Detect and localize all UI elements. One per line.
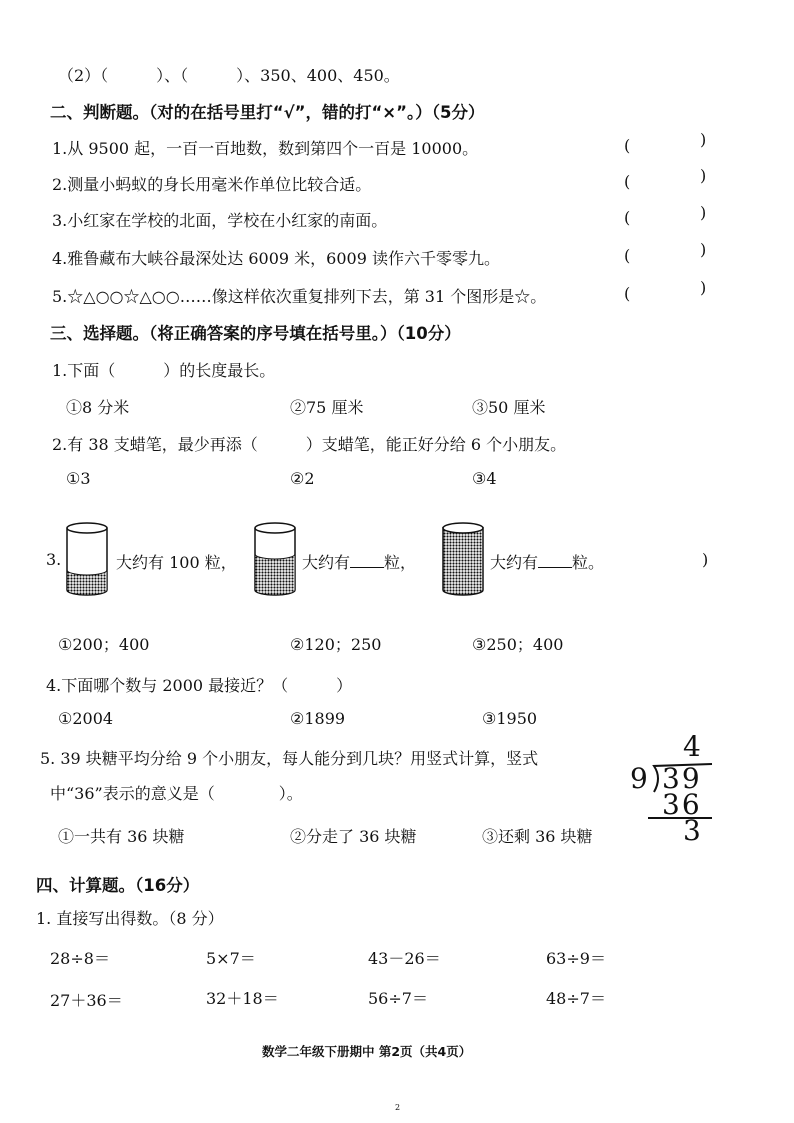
choice-q4-option-2[interactable]: ②1899 [290,709,346,728]
choice-q3-option-1[interactable]: ①200；400 [58,635,150,654]
choice-q4-text: 4.下面哪个数与 2000 最接近？（ ） [46,676,353,695]
section-3-heading: 三、选择题。（将正确答案的序号填在括号里。）（10分） [50,324,461,343]
judge-item-1: 1.从 9500 起，一百一百地数，数到第四个一百是 10000。 [52,139,479,158]
choice-q5-line-1: 5. 39 块糖平均分给 9 个小朋友，每人能分到几块？用竖式计算，竖式 [40,749,539,768]
division-quotient: 4 [683,730,701,763]
division-dividend: 39 [662,762,702,795]
section-4-heading: 四、计算题。（16分） [36,876,200,895]
answer-bracket-close: ) [700,278,707,297]
choice-q3-jar1-text: 大约有 100 粒， [116,553,237,572]
choice-q2-option-2[interactable]: ②2 [290,469,315,488]
choice-q2-text: 2.有 38 支蜡笔，最少再添（ ）支蜡笔，能正好分给 6 个小朋友。 [52,435,567,454]
jar3-text-b: 粒。 [572,553,605,572]
answer-bracket-close: ) [700,203,707,222]
answer-bracket-close: ) [700,240,707,259]
page-number: 2 [395,1103,401,1112]
answer-bracket-open[interactable]: ( [624,246,631,265]
jar2-text-b: 粒， [384,553,417,572]
calc-item: 48÷7＝ [546,989,606,1008]
judge-item-4: 4.雅鲁藏布大峡谷最深处达 6009 米，6009 读作六千零零九。 [52,249,500,268]
calc-item: 28÷8＝ [50,949,110,968]
choice-q3-jar3-text [490,550,604,573]
calc-sub-heading: 1. 直接写出得数。（8 分） [36,909,224,928]
blank-line[interactable] [538,567,572,568]
judge-item-2: 2.测量小蚂蚁的身长用毫米作单位比较合适。 [52,175,372,194]
choice-q4-option-3[interactable]: ③1950 [482,709,538,728]
choice-q1-option-2[interactable]: ②75 厘米 [290,398,364,417]
judge-item-5: 5.☆△○○☆△○○……像这样依次重复排列下去，第 31 个图形是☆。 [52,287,547,306]
choice-q1-option-1[interactable]: ①8 分米 [66,398,130,417]
choice-q4-option-1[interactable]: ①2004 [58,709,114,728]
choice-q1-option-3[interactable]: ③50 厘米 [472,398,546,417]
answer-bracket-open[interactable]: ( [624,284,631,303]
calc-item: 27＋36＝ [50,991,123,1010]
calc-item: 56÷7＝ [368,989,428,1008]
choice-q5-line-2: 中“36”表示的意义是（ ）。 [50,784,303,803]
division-bracket [640,760,720,822]
choice-q1-text: 1.下面（ ）的长度最长。 [52,361,276,380]
division-product: 36 [662,788,702,821]
jar3-text-a: 大约有 [490,553,539,572]
division-remainder: 3 [683,814,701,847]
answer-bracket-close: ) [700,166,707,185]
answer-bracket-open[interactable]: ( [624,172,631,191]
choice-q5-option-3[interactable]: ③还剩 36 块糖 [482,827,593,846]
answer-bracket-close: ) [702,550,709,569]
jar-full-icon [440,520,486,596]
choice-q5-option-1[interactable]: ①一共有 36 块糖 [58,827,185,846]
choice-q2-option-3[interactable]: ③4 [472,469,497,488]
page-footer: 数学二年级下册期中 第2页（共4页） [262,1044,472,1059]
choice-q5-option-2[interactable]: ②分走了 36 块糖 [290,827,417,846]
judge-item-3: 3.小红家在学校的北面，学校在小红家的南面。 [52,211,388,230]
question-fill-line: （2）（ ）、（ ）、350、400、450。 [58,66,400,85]
division-divisor: 9 [630,762,648,795]
choice-q3-option-3[interactable]: ③250；400 [472,635,564,654]
answer-bracket-open[interactable]: ( [624,208,631,227]
choice-q2-option-1[interactable]: ①3 [66,469,91,488]
answer-bracket-close: ) [700,130,707,149]
calc-item: 43－26＝ [368,949,441,968]
choice-q3-jar2-text [302,550,416,573]
calc-item: 32＋18＝ [206,989,279,1008]
calc-item: 63÷9＝ [546,949,606,968]
calc-item: 5×7＝ [206,949,256,968]
section-2-heading: 二、判断题。（对的在括号里打“√”，错的打“×”。）（5分） [50,103,485,122]
blank-line[interactable] [350,567,384,568]
jar-half-filled-icon [252,520,298,596]
choice-q3-option-2[interactable]: ②120；250 [290,635,382,654]
answer-bracket-open[interactable]: ( [624,136,631,155]
choice-q3-number: 3. [46,550,62,569]
jar2-text-a: 大约有 [302,553,351,572]
jar-partly-filled-icon [64,520,110,596]
